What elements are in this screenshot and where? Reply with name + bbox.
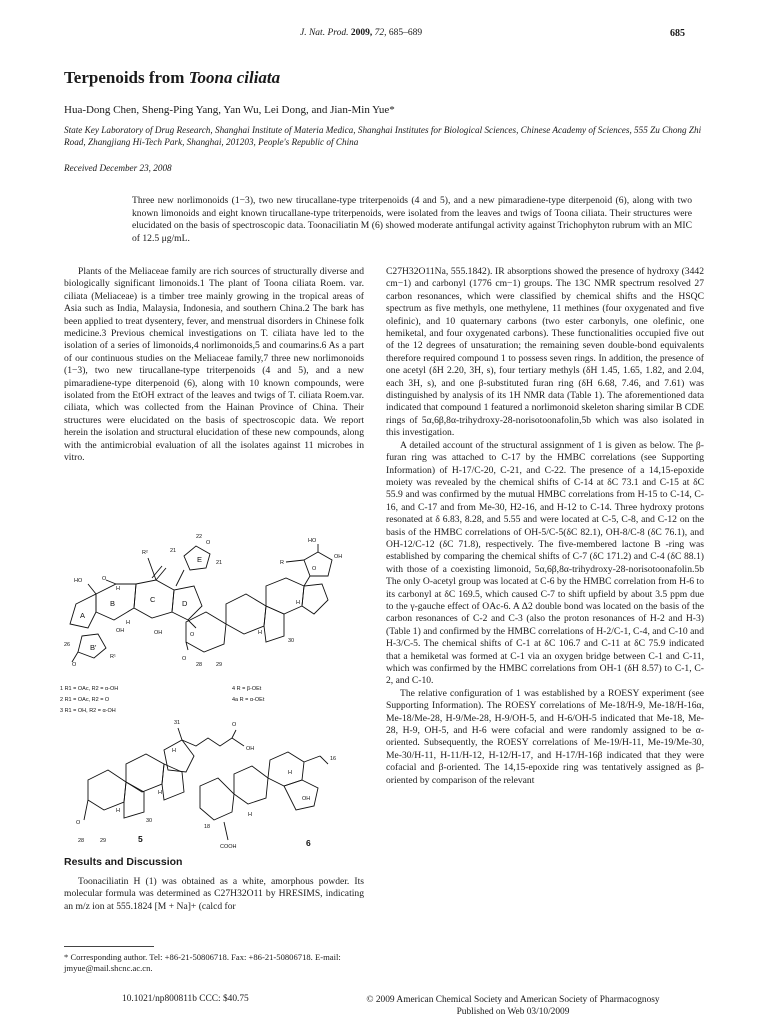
svg-text:26: 26 [64, 642, 71, 648]
cooh-label: COOH [220, 844, 237, 850]
svg-text:C: C [150, 595, 156, 604]
article-title [64, 68, 280, 88]
right-column [386, 266, 704, 787]
svg-text:OH: OH [302, 796, 311, 802]
svg-text:O: O [72, 662, 77, 668]
author-list: Hua-Dong Chen, Sheng-Ping Yang, Yan Wu, Lei Dong, and Jian-Min Yue* [64, 104, 395, 116]
label-5: 5 [138, 834, 143, 844]
legend-4 [232, 686, 265, 703]
chemical-structures-figure [56, 524, 366, 852]
legend-2: 2 R1 = OAc, R2 = O [60, 697, 110, 703]
svg-text:O: O [206, 540, 211, 546]
svg-text:30: 30 [288, 638, 295, 644]
svg-text:16: 16 [330, 756, 337, 762]
svg-text:O: O [190, 632, 195, 638]
svg-text:28: 28 [196, 662, 203, 668]
svg-text:H: H [158, 790, 162, 796]
svg-text:21: 21 [170, 548, 177, 554]
svg-text:R¹: R¹ [110, 654, 116, 660]
footnote-divider [64, 946, 154, 947]
article-title-species: Toona ciliata [188, 68, 281, 87]
journal-name: J. Nat. Prod. [300, 28, 349, 38]
svg-text:22: 22 [196, 534, 203, 540]
journal-year: 2009, [350, 28, 373, 38]
svg-text:29: 29 [100, 838, 107, 844]
svg-text:H: H [258, 630, 262, 636]
svg-text:O: O [312, 566, 317, 572]
svg-text:O: O [76, 820, 81, 826]
label-6: 6 [306, 838, 311, 848]
svg-text:O: O [232, 722, 237, 728]
legend-4-beta: 4 R = β-OEt [232, 686, 262, 692]
structure-5 [76, 720, 254, 844]
svg-text:H: H [248, 812, 252, 818]
copyright-line: © 2009 American Chemical Society and American Society of Pharmacognosy [366, 995, 660, 1005]
running-header [300, 28, 680, 38]
structure-6 [200, 752, 336, 850]
svg-text:H: H [296, 600, 300, 606]
svg-text:A: A [80, 611, 86, 620]
r2-label: R² [142, 550, 148, 556]
structure-4 [182, 538, 342, 668]
svg-text:31: 31 [174, 720, 181, 726]
svg-text:HO: HO [308, 538, 317, 544]
svg-text:O: O [102, 576, 107, 582]
svg-text:29: 29 [216, 662, 223, 668]
right-paragraph-1: C27H32O11Na, 555.1842). IR absorptions showed the presence of hydroxy (3442 cm−1) and carbonyl (1776 cm−1) groups. The 13C NMR spectrum resolved 27 carbon resonances, which were classified by chemical shifts and the HSQC spectrum as five methyls, one methylene, 11 methines (four oxygenated and five olefinic), and 10 quaternary carbons (two ester carbonyls, one olefinic, one hemiketal, and four oxygenated carbons). These functionalities occupied five out of the 12 degrees of unsaturation; the remaining seven double-bond equivalents therefore required compound 1 to possess seven rings. In addition, the presence of one acetyl (δH 2.20, 3H, s), four tertiary methyls (δH 1.45, 1.65, 1.82, and 2.04, each 3H, s), and one β-substituted furan ring (δH 6.68, 7.46, and 7.61) was distinguished by analysis of its 1H NMR data (Table 1). The aforementioned data indicated that compound 1 featured a norlimonoid skeleton sharing similar B CDE rings of 5α,6β,8α-trihydroxy-28-norisotoonafolin,5b which was also isolated in this investigation. [386, 266, 704, 439]
section-heading-results: Results and Discussion [64, 856, 183, 868]
svg-text:OH: OH [154, 630, 163, 636]
legend-3: 3 R1 = OH, R2 = α-OH [60, 708, 116, 714]
received-date: Received December 23, 2008 [64, 163, 172, 173]
svg-text:H: H [116, 808, 120, 814]
article-title-text: Terpenoids from [64, 68, 189, 87]
svg-text:HO: HO [74, 578, 83, 584]
svg-text:H: H [116, 586, 120, 592]
legend-1-3 [60, 686, 118, 714]
abstract: Three new norlimonoids (1−3), two new tirucallane-type triterpenoids (4 and 5), and a new pimaradiene-type diterpenoid (6), along with two known limonoids and eight known tirucallane-type triterpenoids, were isolated from the leaves and twigs of Toona ciliata. Their structures were elucidated on the basis of spectroscopic data. Toonaciliatin M (6) showed moderate antifungal activity against Trichophyton rubrum with an MIC of 12.5 μg/mL. [132, 195, 692, 244]
svg-text:D: D [182, 599, 188, 608]
svg-text:B': B' [90, 643, 97, 652]
copyright-block [318, 994, 708, 1018]
published-line: Published on Web 03/10/2009 [456, 1007, 570, 1017]
svg-text:H: H [126, 620, 130, 626]
legend-4-alpha: 4a R = α-OEt [232, 697, 265, 703]
affiliation: State Key Laboratory of Drug Research, Shanghai Institute of Materia Medica, Shanghai Institutes for Biological Sciences, Chinese Academy of Sciences, 555 Zu Chong Zhi Road, Zhangjiang Hi-Tech Park, Shanghai, 201203, People's Republic of China [64, 125, 702, 147]
journal-pages: 685–689 [388, 28, 423, 38]
svg-text:OH: OH [116, 628, 125, 634]
svg-text:18: 18 [204, 824, 211, 830]
results-text: Toonaciliatin H (1) was obtained as a white, amorphous powder. Its molecular formula was determined as C27H32O11 by HRESIMS, indicating an m/z ion at 555.1824 [M + Na]+ (calcd for [64, 876, 364, 912]
svg-text:28: 28 [78, 838, 85, 844]
svg-text:OH: OH [246, 746, 255, 752]
intro-paragraph: Plants of the Meliaceae family are rich sources of structurally diverse and biologically significant limonoids.1 The plant of Toona ciliata Roem. var. ciliata (Meliaceae) is a timber tree mainly growing in the tropical areas of Asia such as India, Malaysia, Indonesia, and southern China.2 The bark has been applied to treat dysentery, fever, and menstrual disorders in Chinese folk medicine.3 Previous chemical investigations on T. ciliata have led to the isolation of a series of limonoids,4 norlimonoids,5 and coumarins.6 As a part of our continuous studies on the Meliaceae family,7 three new norlimonoids (1−3), two new tirucallane-type triterpenoids (4 and 5), and a new pimaradiene-type diterpenoid (6), along with 10 known compounds, were isolated from the EtOH extract of the leaves and twigs of T. ciliata Roem.var. ciliata, which was collected from the Hainan Province of China. Their structures were elucidated on the basis of spectroscopic data. We report herein the isolation and structural elucidation of these new compounds, along with the antimicrobial evaluation of all the isolates against 11 microbes in vitro. [64, 266, 364, 464]
svg-text:OH: OH [334, 554, 343, 560]
legend-1: 1 R1 = OAc, R2 = α-OH [60, 686, 119, 692]
svg-text:R: R [280, 560, 284, 566]
svg-text:B: B [110, 599, 116, 608]
svg-text:E: E [197, 555, 203, 564]
page-number: 685 [670, 28, 685, 39]
left-column [64, 266, 364, 465]
svg-text:H: H [172, 748, 176, 754]
journal-volume: 72, [374, 28, 387, 38]
doi-line: 10.1021/np800811b CCC: $40.75 [122, 994, 249, 1004]
svg-text:30: 30 [146, 818, 153, 824]
structure-1-3 [64, 534, 222, 668]
right-paragraph-2: A detailed account of the structural assignment of 1 is given as below. The β-furan ring was attached to C-17 by the HMBC correlations (see Supporting Information) of H-17/C-20, C-21, and C-22. The presence of a 14,15-epoxide moiety was revealed by the chemical shifts of C-14 at δC 73.1 and C-15 at δC 55.9 and was confirmed by the mutual HMBC correlations from H-15 to C-14, C-16, and C-17 and from Me-30, H2-16, and H-12 to C-14. Three hydroxy protons resonated at δ 6.83, 8.28, and 5.55 and were located at C-5, C-8, and C-12 on the basis of the HMBC correlations of OH-5/C-5(δC 82.1), OH-8/C-8 (δC 76.1), and OH-12/C-12 (δC 71.8), respectively. The five-membered lactone B -ring was established by comparing the chemical shifts of C-7 (δC 171.2) and C-4 (δC 88.1) with those of a coexisting limonoid, 5α,6β,8α-trihydroxy-28-norisotoonafolin.5b The only O-acetyl group was located at C-6 by the HMBC correlation from H-6 to its carbonyl at δC 169.5, which caused C-7 to shift upfield by about 3.5 ppm due to the γ-gauche effect of OAc-6. A Δ2 double bond was located on the basis of the carbon resonances of C-2 and C-3 (also the proton resonances of H-2 and H-3) (Table 1) and confirmed by the HMBC correlations of H-2/C-1, C-4, and C-10 and H-3/C-5. The chemical shifts of C-1 at δC 106.7 and C-11 at δC 75.9 indicated that a hemiketal was formed at C-1 via an oxygen bridge between C-1 and C-11, which was confirmed by the HMBC correlations from OH-1 (δH 8.57) to C-1, C-2, and C-10. [386, 439, 704, 687]
svg-text:H: H [288, 770, 292, 776]
results-paragraph [64, 876, 364, 913]
svg-text:O: O [182, 656, 187, 662]
corresponding-author-footnote: * Corresponding author. Tel: +86-21-50806718. Fax: +86-21-50806718. E-mail: jmyue@mail.shcnc.ac.cn. [64, 952, 341, 973]
right-paragraph-3: The relative configuration of 1 was established by a ROESY experiment (see Supporting Information). The ROESY correlations of Me-18/H-9, Me-18/H-16α, Me-18/Me-28, H-9/Me-28, H-9/OH-5, and H-6/OH-5 indicated that Me-18, Me-28, H-9, OH-5, and H-6 were cofacial and were randomly assigned to be α-oriented. Subsequently, the ROESY correlations of Me-19/H-11, Me-19/Me-30, Me-30/H-11, H-11/H-12, H-12/H-17, and H-17/H-16β indicated that they were cofacial and β-oriented. The 14,15-epoxide ring was tentatively assigned as β-oriented by comparison of the relevant [386, 687, 704, 786]
svg-text:21: 21 [216, 560, 223, 566]
